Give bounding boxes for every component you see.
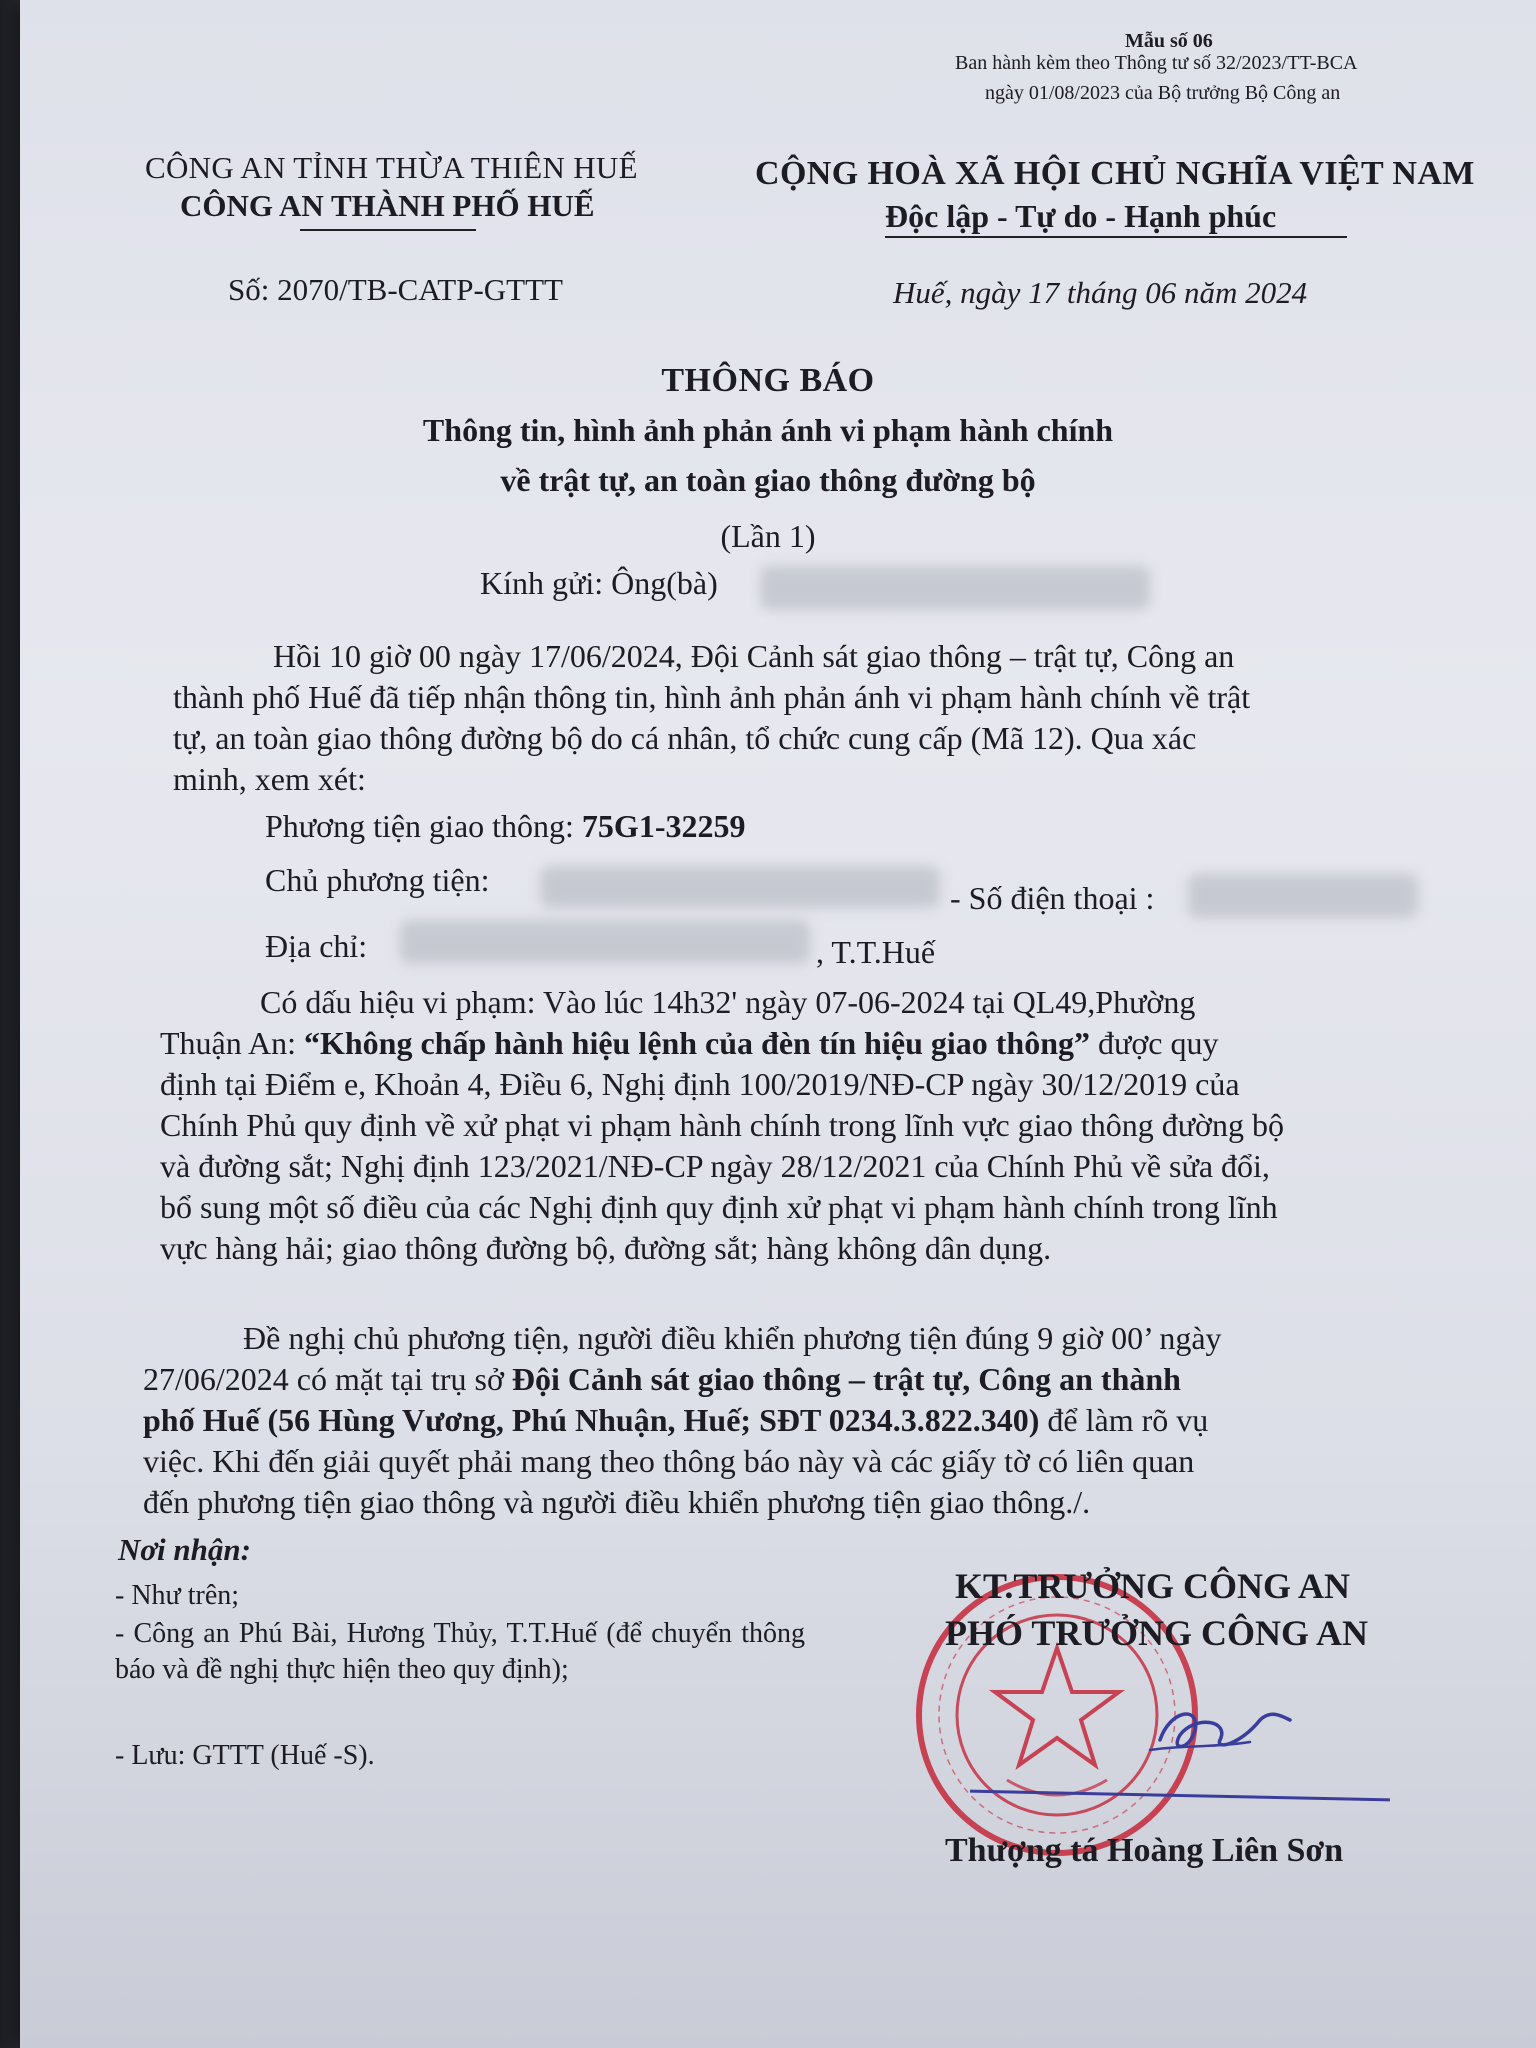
signer-name: Thượng tá Hoàng Liên Sơn xyxy=(945,1832,1344,1869)
redacted-address xyxy=(400,920,810,964)
violation-suffix: được quy xyxy=(1090,1025,1219,1061)
nation-title: CỘNG HOÀ XÃ HỘI CHỦ NGHĨA VIỆT NAM xyxy=(755,155,1475,192)
paragraph-line xyxy=(160,1023,1450,1064)
paragraph-line: Hồi 10 giờ 00 ngày 17/06/2024, Đội Cảnh sát giao thông – trật tự, Công an xyxy=(273,638,1235,674)
summons-address: phố Huế (56 Hùng Vương, Phú Nhuận, Huế; SĐT 0234.3.822.340) xyxy=(143,1402,1040,1438)
signer-role: KT.TRƯỞNG CÔNG AN xyxy=(955,1566,1351,1606)
agency-parent: CÔNG AN TỈNH THỪA THIÊN HUẾ xyxy=(145,150,638,185)
paragraph-line: bổ sung một số điều của các Nghị định quy định xử phạt vi phạm hành chính trong lĩnh xyxy=(160,1189,1278,1225)
recipient-item: - Công an Phú Bài, Hương Thủy, T.T.Huế (để chuyển thông báo và đề nghị thực hiện theo quy định); xyxy=(115,1618,805,1685)
document-number: Số: 2070/TB-CATP-GTTT xyxy=(228,272,563,307)
summons-office: Đội Cảnh sát giao thông – trật tự, Công an thành xyxy=(511,1361,1181,1397)
violation-prefix: Thuận An: xyxy=(160,1025,304,1061)
place-date: Huế, ngày 17 tháng 06 năm 2024 xyxy=(893,275,1308,310)
document-title: THÔNG BÁO xyxy=(661,362,875,399)
summons-purpose: để làm rõ vụ xyxy=(1039,1402,1209,1438)
paragraph-line: và đường sắt; Nghị định 123/2021/NĐ-CP ngày 28/12/2021 của Chính Phủ về sửa đổi, xyxy=(160,1148,1270,1184)
national-motto: Độc lập - Tự do - Hạnh phúc xyxy=(885,198,1277,234)
signer-deputy-role: PHÓ TRƯỞNG CÔNG AN xyxy=(945,1613,1369,1653)
addressee-label: Kính gửi: Ông(bà) xyxy=(480,565,718,601)
redacted-owner xyxy=(540,866,940,908)
handwritten-signature xyxy=(1140,1690,1300,1770)
recipients-title: Nơi nhận: xyxy=(118,1532,251,1567)
form-number: Mẫu số 06 xyxy=(1125,30,1213,52)
notice-round: (Lần 1) xyxy=(720,518,816,554)
motto-underline xyxy=(885,236,1347,238)
form-issued-by: Ban hành kèm theo Thông tư số 32/2023/TT-BCA xyxy=(955,52,1358,74)
paragraph-line: tự, an toàn giao thông đường bộ do cá nhân, tổ chức cung cấp (Mã 12). Qua xác xyxy=(173,720,1197,756)
violation-description: “Không chấp hành hiệu lệnh của đèn tín hiệu giao thông” xyxy=(303,1025,1090,1061)
paragraph-line: định tại Điểm e, Khoản 4, Điều 6, Nghị định 100/2019/NĐ-CP ngày 30/12/2019 của xyxy=(160,1066,1240,1102)
paragraph-summons xyxy=(143,1318,1443,1523)
paragraph-line: việc. Khi đến giải quyết phải mang theo thông báo này và các giấy tờ có liên quan xyxy=(143,1443,1195,1479)
phone-label: - Số điện thoại : xyxy=(950,880,1155,916)
agency-underline xyxy=(300,229,476,231)
paragraph-line: minh, xem xét: xyxy=(173,761,366,797)
vehicle-label: Phương tiện giao thông: xyxy=(265,808,582,844)
summons-date: 27/06/2024 có mặt tại trụ sở xyxy=(143,1361,512,1397)
paragraph-line: Có dấu hiệu vi phạm: Vào lúc 14h32' ngày 07-06-2024 tại QL49,Phường xyxy=(260,984,1196,1020)
paragraph-line: đến phương tiện giao thông và người điều khiển phương tiện giao thông./. xyxy=(143,1484,1091,1520)
paragraph-line xyxy=(143,1359,1443,1400)
owner-label: Chủ phương tiện: xyxy=(265,862,490,898)
vehicle-plate: 75G1-32259 xyxy=(581,808,746,844)
paragraph-intake xyxy=(173,636,1453,800)
form-issued-date: ngày 01/08/2023 của Bộ trưởng Bộ Công an xyxy=(985,82,1341,104)
paragraph-line: vực hàng hải; giao thông đường bộ, đường sắt; hàng không dân dụng. xyxy=(160,1230,1052,1266)
agency-name: CÔNG AN THÀNH PHỐ HUẾ xyxy=(180,188,595,223)
vehicle-row xyxy=(265,808,745,845)
paragraph-line xyxy=(143,1400,1443,1441)
recipient-item: - Lưu: GTTT (Huế -S). xyxy=(115,1740,375,1771)
paragraph-violation xyxy=(160,982,1450,1269)
document-subtitle-line2: về trật tự, an toàn giao thông đường bộ xyxy=(500,462,1036,498)
paragraph-line: thành phố Huế đã tiếp nhận thông tin, hình ảnh phản ánh vi phạm hành chính về trật xyxy=(173,679,1251,715)
paragraph-line: Đề nghị chủ phương tiện, người điều khiển phương tiện đúng 9 giờ 00’ ngày xyxy=(243,1320,1222,1356)
address-label: Địa chỉ: xyxy=(265,928,368,964)
recipient-item: - Như trên; xyxy=(115,1580,240,1611)
address-province: , T.T.Huế xyxy=(816,934,936,970)
document-subtitle-line1: Thông tin, hình ảnh phản ánh vi phạm hành chính xyxy=(422,412,1114,448)
paragraph-line: Chính Phủ quy định về xử phạt vi phạm hành chính trong lĩnh vực giao thông đường bộ xyxy=(160,1107,1284,1143)
redacted-addressee xyxy=(760,566,1150,610)
redacted-phone xyxy=(1188,874,1418,918)
